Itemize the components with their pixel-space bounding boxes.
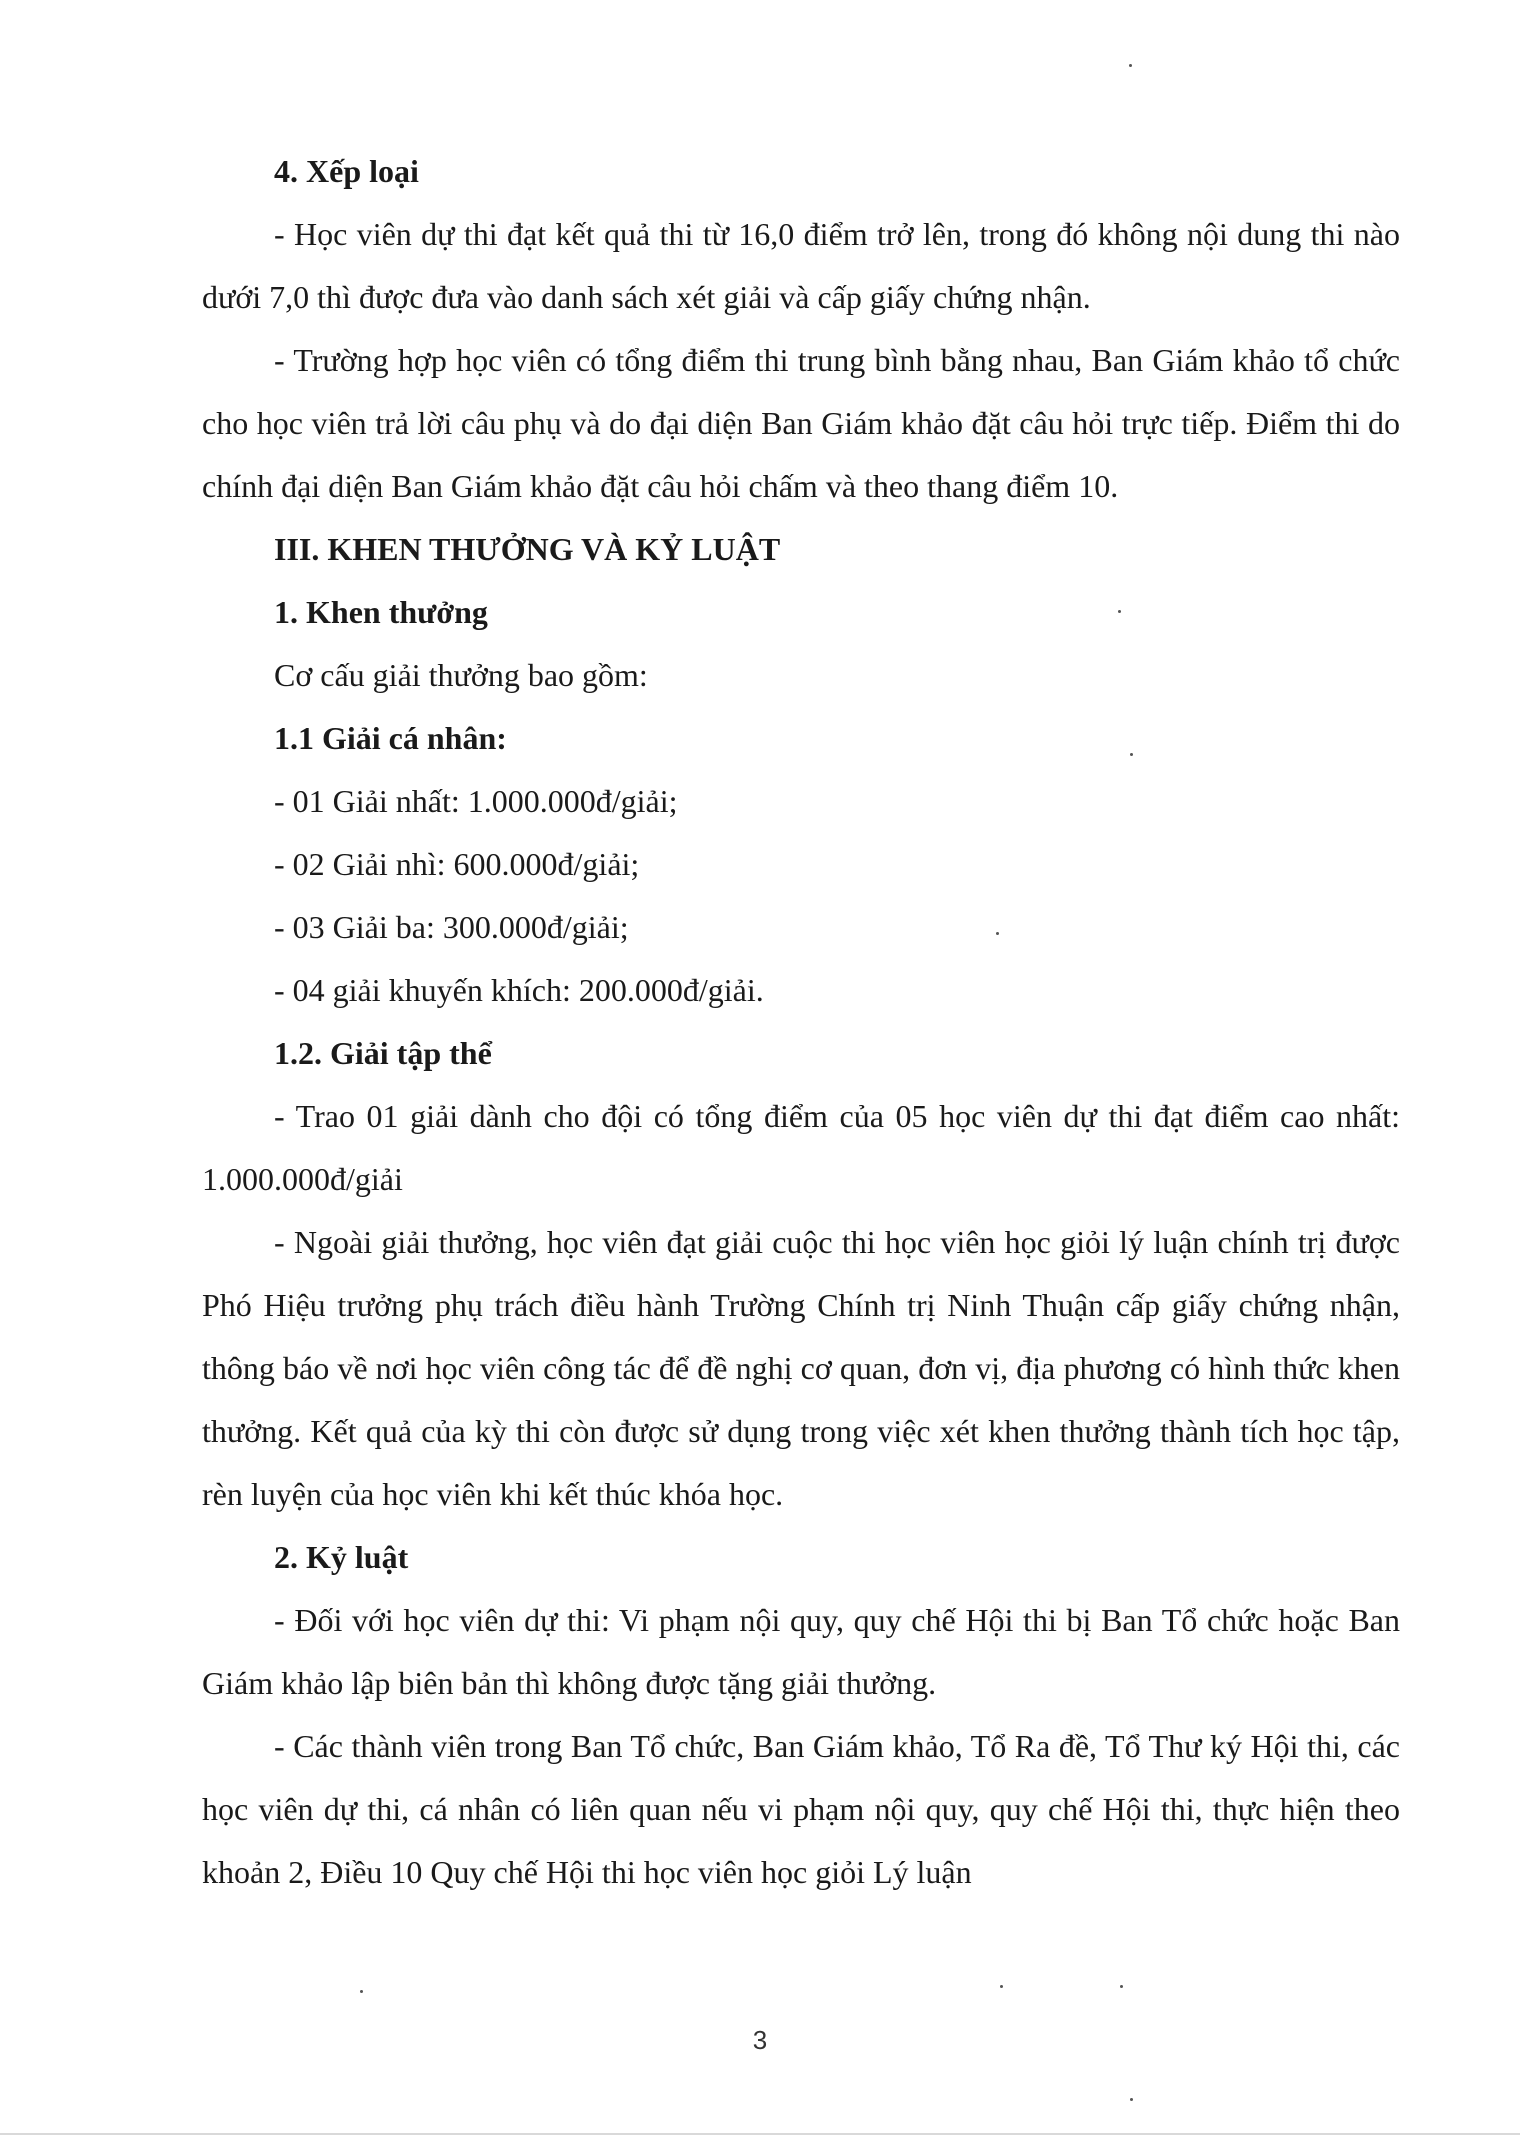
- scan-speck: [996, 932, 999, 935]
- scan-speck: [1118, 610, 1121, 613]
- section-heading-xep-loai: 4. Xếp loại: [274, 153, 419, 189]
- scan-speck: [1130, 2098, 1133, 2101]
- scan-speck: [1120, 1985, 1123, 1988]
- list-item: - 01 Giải nhất: 1.000.000đ/giải;: [274, 783, 678, 819]
- page-number: 3: [752, 2025, 768, 2055]
- list-item: - 03 Giải ba: 300.000đ/giải;: [274, 909, 629, 945]
- subsection-heading-giai-ca-nhan: 1.1 Giải cá nhân:: [274, 720, 507, 756]
- scan-speck: [1129, 64, 1132, 67]
- document-body: [202, 140, 1400, 1904]
- section-heading-khen-thuong-ky-luat: III. KHEN THƯỞNG VÀ KỶ LUẬT: [274, 531, 781, 567]
- paragraph-xep-loai-1: - Học viên dự thi đạt kết quả thi từ 16,0 điểm trở lên, trong đó không nội dung thi nào dưới 7,0 thì được đưa vào danh sách xét giải và cấp giấy chứng nhận.: [202, 216, 1400, 315]
- subsection-heading-giai-tap-the: 1.2. Giải tập thể: [274, 1035, 492, 1071]
- scan-edge-divider: [0, 2133, 1520, 2135]
- paragraph-xep-loai-2: - Trường hợp học viên có tổng điểm thi trung bình bằng nhau, Ban Giám khảo tổ chức cho học viên trả lời câu phụ và do đại diện Ban Giám khảo đặt câu hỏi trực tiếp. Điểm thi do chính đại diện Ban Giám khảo đặt câu hỏi chấm và theo thang điểm 10.: [202, 342, 1400, 504]
- list-item: - 04 giải khuyến khích: 200.000đ/giải.: [274, 972, 764, 1008]
- scan-speck: [360, 1990, 363, 1993]
- list-item: - 02 Giải nhì: 600.000đ/giải;: [274, 846, 640, 882]
- paragraph-ky-luat-2: - Các thành viên trong Ban Tổ chức, Ban Giám khảo, Tổ Ra đề, Tổ Thư ký Hội thi, các học viên dự thi, cá nhân có liên quan nếu vi phạm nội quy, quy chế Hội thi, thực hiện theo khoản 2, Điều 10 Quy chế Hội thi học viên học giỏi Lý luận: [202, 1728, 1400, 1890]
- scan-speck: [1130, 753, 1133, 756]
- subsection-heading-ky-luat: 2. Kỷ luật: [274, 1539, 409, 1575]
- paragraph-ky-luat-1: - Đối với học viên dự thi: Vi phạm nội quy, quy chế Hội thi bị Ban Tổ chức hoặc Ban Giám khảo lập biên bản thì không được tặng giải thưởng.: [202, 1602, 1400, 1701]
- paragraph-giai-tap-the-1: - Trao 01 giải dành cho đội có tổng điểm của 05 học viên dự thi đạt điểm cao nhất: 1.000.000đ/giải: [202, 1098, 1400, 1197]
- paragraph-co-cau-giai-thuong: Cơ cấu giải thưởng bao gồm:: [274, 657, 648, 693]
- scan-speck: [1000, 1985, 1003, 1988]
- subsection-heading-khen-thuong: 1. Khen thưởng: [274, 594, 488, 630]
- paragraph-giai-tap-the-2: - Ngoài giải thưởng, học viên đạt giải cuộc thi học viên học giỏi lý luận chính trị được Phó Hiệu trưởng phụ trách điều hành Trường Chính trị Ninh Thuận cấp giấy chứng nhận, thông báo về nơi học viên công tác để đề nghị cơ quan, đơn vị, địa phương có hình thức khen thưởng. Kết quả của kỳ thi còn được sử dụng trong việc xét khen thưởng thành tích học tập, rèn luyện của học viên khi kết thúc khóa học.: [202, 1224, 1400, 1512]
